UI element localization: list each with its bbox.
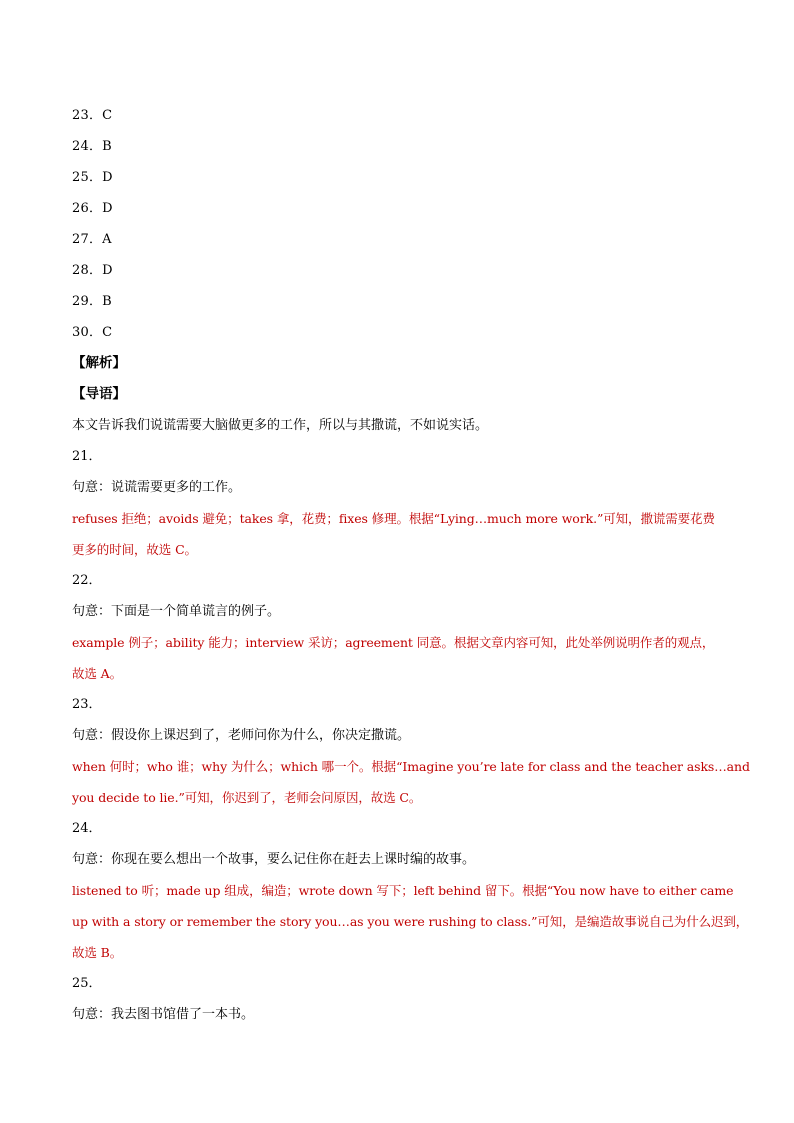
answer-key-content: [72, 100, 750, 1030]
question-meaning: 句意：说谎需要更多的工作。: [72, 480, 242, 495]
question-explanation: 更多的时间，故选 C。: [72, 542, 197, 557]
question-explanation: listened to 听；made up 组成，编造；wrote down 写下；left behind 留下。根据“You now have to either came: [72, 883, 734, 898]
question-explanation: 故选 A。: [72, 666, 123, 681]
intro-text: 本文告诉我们说谎需要大脑做更多的工作，所以与其撒谎，不如说实话。: [72, 418, 489, 433]
answer-30: 30．C: [72, 325, 113, 340]
question-number: 24．: [72, 821, 102, 836]
question-meaning: 句意：你现在要么想出一个故事，要么记住你在赶去上课时编的故事。: [72, 852, 476, 867]
question-meaning: 句意：假设你上课迟到了，老师问你为什么，你决定撒谎。: [72, 728, 411, 743]
answer-23: 23．C: [72, 108, 113, 123]
question-number: 23．: [72, 697, 102, 712]
question-explanation: refuses 拒绝；avoids 避免；takes 拿，花费；fixes 修理。根据“Lying…much more work.”可知，撒谎需要花费: [72, 511, 715, 526]
answer-29: 29．B: [72, 294, 112, 309]
question-explanation: 故选 B。: [72, 945, 123, 960]
question-meaning: 句意：下面是一个简单谎言的例子。: [72, 604, 281, 619]
answer-24: 24．B: [72, 139, 112, 154]
answer-27: 27．A: [72, 232, 112, 247]
question-explanation: you decide to lie.”可知，你迟到了，老师会问原因，故选 C。: [72, 790, 422, 805]
question-number: 25．: [72, 976, 102, 991]
question-number: 22．: [72, 573, 102, 588]
question-meaning: 句意：我去图书馆借了一本书。: [72, 1007, 255, 1022]
answer-25: 25．D: [72, 170, 113, 185]
question-explanation: when 何时；who 谁；why 为什么；which 哪一个。根据“Imagine you’re late for class and the teacher asks…and: [72, 759, 750, 774]
question-explanation: example 例子；ability 能力；interview 采访；agreement 同意。根据文章内容可知，此处举例说明作者的观点，: [72, 635, 715, 650]
analysis-heading: 【解析】: [72, 355, 126, 371]
answer-26: 26．D: [72, 201, 113, 216]
question-number: 21．: [72, 449, 102, 464]
answer-28: 28．D: [72, 263, 113, 278]
question-explanation: up with a story or remember the story you…as you were rushing to class.”可知，是编造故事说自己为什么迟到，: [72, 914, 749, 929]
intro-heading: 【导语】: [72, 386, 126, 402]
